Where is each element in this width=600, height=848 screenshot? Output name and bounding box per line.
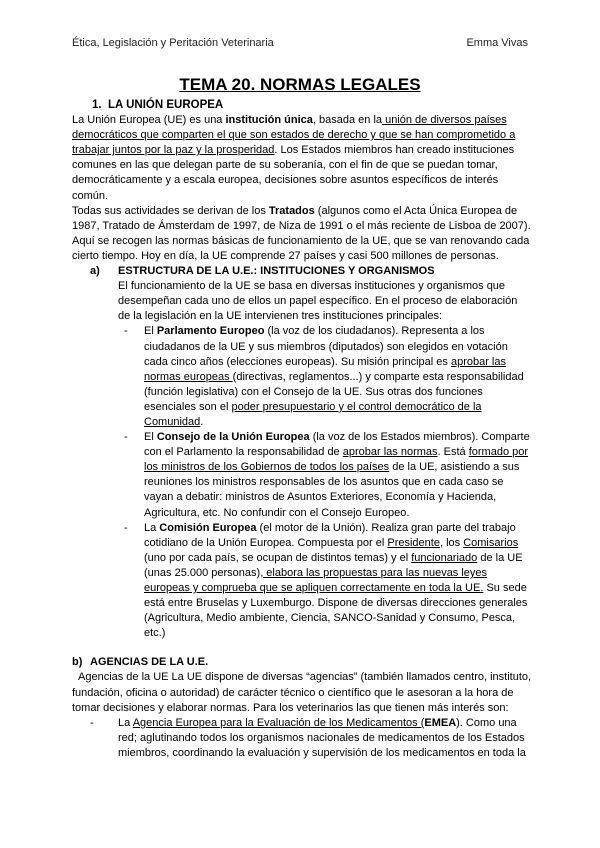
bold-run: Tratados	[268, 204, 315, 217]
text-run: (algunos como el Acta Única Europea de 1987, Tratado de Ámsterdam de 1997, de Niza de 1991 o el más reciente de Lisboa de 2007). Aquí se recogen las normas básicas de funcionamiento de la UE, que se van renovando cada cierto tiempo. Hoy en día, la UE comprende 27 países y casi 500 millones de personas.	[72, 204, 531, 262]
text-run: El	[144, 431, 157, 444]
section-1-heading	[92, 98, 532, 113]
underlined-run: Comisarios	[463, 536, 519, 549]
institutions-list	[124, 324, 532, 641]
text-run: El	[144, 325, 157, 338]
section-b-title: AGENCIAS DE LA U.E.	[90, 656, 209, 669]
text-run: . Los Estados miembros han creado instituciones comunes en las que delegan parte de su soberanía, con el fin de que se puedan tomar, democráticamente y a escala europea, decisiones sobre asuntos específicos de interés común.	[72, 144, 515, 202]
section-a-heading	[90, 264, 532, 279]
dash-marker: -	[124, 431, 128, 444]
underlined-run: Agencia Europea para la Evaluación de los Medicamentos (	[132, 716, 425, 729]
section-a-intro: El funcionamiento de la UE se basa en diversas instituciones y organismos que desempeñan cada uno de ellos un papel específico. En el proceso de elaboración de la legislación en la UE intervienen tres instituciones principales:	[118, 280, 518, 323]
text-run: (directivas, reglamentos...) y comparte esta responsabilidad (función legislativa) con el Consejo de la UE. Sus otras dos funciones esenciales son el	[144, 370, 524, 413]
section-b-heading	[72, 655, 532, 670]
list-item-consejo	[124, 430, 532, 521]
text-run: (uno por cada país, se ocupan de distintos temas) y el	[144, 551, 412, 564]
text-run: , los	[439, 536, 464, 549]
section-a-title: ESTRUCTURA DE LA U.E.: INSTITUCIONES Y ORGANISMOS	[118, 265, 435, 278]
text-run: La	[118, 716, 133, 729]
section-b-label: b)	[72, 656, 83, 669]
text-run: , basada en la	[312, 114, 383, 127]
text-run: . Está	[437, 446, 469, 459]
text-run: Su sede está entre Bruselas y Luxemburgo. Dispone de diversas direcciones generales (Agricultura, Medio ambiente, Ciencia, SANCO-Sanidad y Consumo, Pesca, etc.)	[144, 582, 528, 640]
text-run: (el motor de la Unión). Realiza gran parte del trabajo cotidiano de la Unión Europea. Compuesta por el	[144, 521, 516, 549]
text-run: de la UE (unas 25.000 personas)	[144, 551, 523, 579]
section-b-intro: Agencias de la UE La UE dispone de diversas “agencias” (también llamados centro, instituto, fundación, oficina o autoridad) de carácter técnico o científico que le asesoran a la hora de tomar decisiones y elaborar normas. Para los veterinarios las que tienen más interés son:	[72, 671, 532, 714]
list-item-parlamento	[124, 324, 532, 430]
page-title: TEMA 20. NORMAS LEGALES	[179, 75, 421, 94]
text-run: ). Como una red; aglutinando todos los organismos nacionales de medicamentos de los Estados miembros, coordinando la evaluación y supervisión de los medicamentos en toda la	[118, 716, 526, 759]
text-run: de la UE, asistiendo a sus reuniones los ministros responsables de los asuntos que en cada caso se vayan a debatir: ministros de Asuntos Exteriores, Economía y Hacienda, Agricultura, etc. No confundir con el Consejo Europeo.	[144, 461, 520, 519]
bold-run: institución única	[225, 114, 313, 127]
underlined-run: unión de diversos países democráticos que comparten el que son estados de derecho y que se han comprometido a trabajar juntos por la paz y la prosperidad	[72, 114, 516, 157]
header-course-title: Ética, Legislación y Peritación Veterinaria	[72, 37, 274, 49]
dash-marker: -	[124, 521, 128, 534]
text-run: Todas sus actividades se derivan de los	[72, 204, 269, 217]
text-run: La	[144, 521, 160, 534]
header-author: Emma Vivas	[466, 37, 528, 49]
paragraph-ue-definition	[72, 113, 532, 204]
section-a-label: a)	[90, 265, 100, 278]
dash-marker: -	[90, 716, 94, 729]
underlined-run: funcionariado	[411, 551, 478, 564]
underlined-run: poder presupuestario y el control democrático de la Comunidad	[144, 400, 482, 428]
text-run: (la voz de los Estados miembros). Comparte con el Parlamento la responsabilidad de	[144, 431, 530, 459]
underlined-run: formado por los ministros de los Gobiernos de todos los países	[144, 446, 529, 474]
list-item-comision	[124, 521, 532, 642]
text-run: (la voz de los ciudadanos). Representa a los ciudadanos de la UE y sus miembros (diputados) son elegidos en votación cada cinco años (elecciones europeas). Su misión principal es	[144, 325, 508, 368]
bold-run: Comisión Europea	[159, 521, 257, 534]
section-1-title: LA UNIÓN EUROPEA	[108, 99, 224, 111]
text-run: .	[200, 415, 204, 428]
underlined-run: , elabora las propuestas para las nuevas leyes europeas y comprueba que se apliquen correctamente en toda la UE.	[144, 566, 488, 594]
section-1-number: 1.	[92, 99, 102, 111]
bold-run: EMEA	[424, 716, 457, 729]
bold-run: Consejo de la Unión Europea	[156, 431, 310, 444]
underlined-run: aprobar las normas europeas	[144, 355, 506, 383]
bold-run: Parlamento Europeo	[156, 325, 265, 338]
list-item-emea	[90, 716, 532, 761]
paragraph-tratados	[72, 204, 532, 264]
underlined-run: aprobar las normas	[342, 446, 438, 459]
document-body	[72, 98, 532, 761]
underlined-run: Presidente	[387, 536, 440, 549]
agencies-list	[90, 716, 532, 761]
dash-marker: -	[124, 325, 128, 338]
text-run: La Unión Europea (UE) es una	[72, 114, 226, 127]
